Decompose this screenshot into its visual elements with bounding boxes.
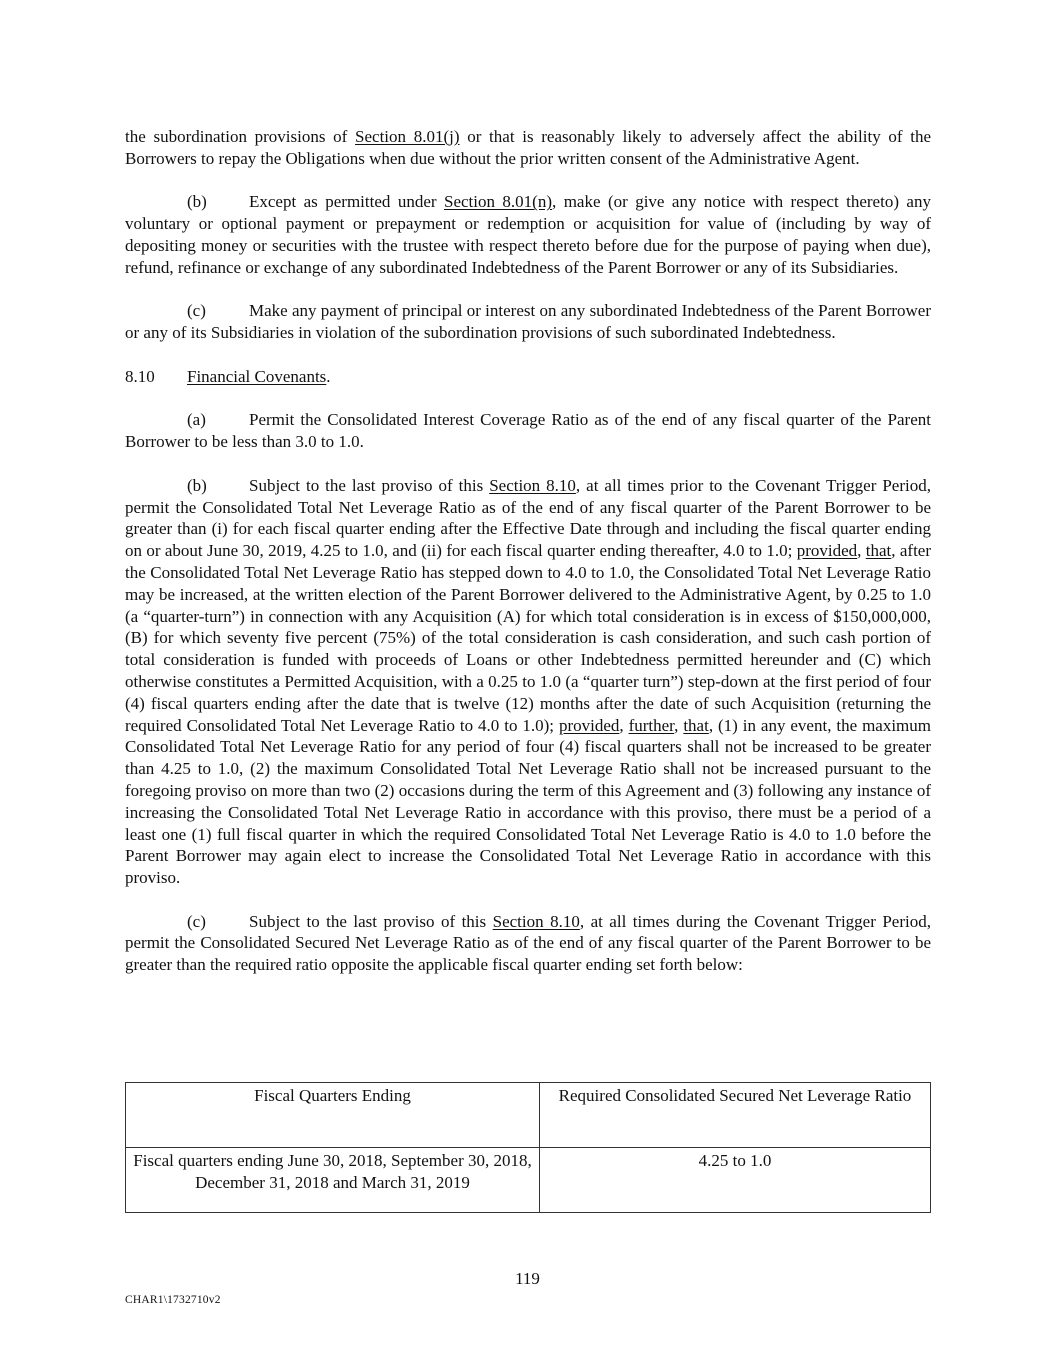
section-reference: Section 8.01(j)	[355, 127, 460, 146]
table-cell: 4.25 to 1.0	[540, 1148, 931, 1213]
section-reference: Section 8.10	[489, 475, 576, 495]
paragraph-continuation	[125, 126, 931, 170]
paragraph-c	[125, 300, 931, 344]
paragraph-b	[125, 191, 931, 278]
covenant-b	[125, 475, 931, 889]
text-segment: .	[326, 366, 331, 386]
clause-label: (c)	[187, 301, 206, 321]
section-heading	[125, 366, 931, 388]
emphasis-term: provided	[796, 541, 858, 561]
text-segment: Subject to the last proviso of this	[249, 475, 490, 495]
text-segment: Permit the Consolidated Interest Coverage Ratio as of the end of any fiscal quarter of the Parent Borrower to be less than 3.0 to 1.0.	[125, 410, 931, 452]
text-segment: ,	[857, 541, 866, 561]
clause-label: (b)	[187, 192, 207, 212]
text-segment: , at all times during the Covenant Trigger Period, permit the Consolidated Secured Net Leverage Ratio as of the end of any fiscal quarter of the Parent Borrower to be greater than the required ratio opposite the applicable fiscal quarter ending set forth below:	[125, 911, 931, 975]
text-segment: or that is reasonably likely to adversely affect the ability of the Borrowers to repay the Obligations when due without the prior written consent of the Administrative Agent.	[125, 127, 932, 168]
emphasis-term: that	[865, 541, 892, 561]
text-segment: ,	[674, 715, 684, 735]
section-reference: Section 8.10	[492, 911, 580, 931]
emphasis-term: further	[628, 715, 675, 735]
table-header-cell: Fiscal Quarters Ending	[126, 1083, 540, 1148]
emphasis-term: that	[683, 715, 709, 735]
text-segment: Except as permitted under	[249, 192, 444, 212]
emphasis-term: provided	[558, 715, 620, 735]
text-segment: , after the Consolidated Total Net Leverage Ratio has stepped down to 4.0 to 1.0, the Consolidated Total Net Leverage Ratio may be increased, at the written election of the Parent Borrower delivered to the Administrative Agent, by 0.25 to 1.0 (a “quarter-turn”) in connection with any Acquisition (A) for which total consideration is in excess of $150,000,000, (B) for which seventy five percent (75%) of the total consideration is cash consideration, and such cash portion of total consideration is funded with proceeds of Loans or other Indebtedness permitted hereunder and (C) which otherwise constitutes a Permitted Acquisition, with a 0.25 to 1.0 (a “quarter turn”) step-down at the first period of four (4) fiscal quarters ending after the date that is twelve (12) months after the date of such Acquisition (returning the required Consolidated Total Net Leverage Ratio to 4.0 to 1.0);	[125, 541, 932, 735]
clause-label: (a)	[187, 410, 206, 430]
clause-label: (c)	[187, 911, 206, 931]
clause-label: (b)	[187, 475, 207, 495]
section-reference: Section 8.01(n)	[443, 192, 552, 212]
table-header-cell: Required Consolidated Secured Net Leverage Ratio	[540, 1083, 931, 1148]
document-page	[125, 126, 931, 976]
leverage-ratio-table	[125, 1082, 931, 1213]
table-cell: Fiscal quarters ending June 30, 2018, September 30, 2018, December 31, 2018 and March 31, 2019	[126, 1148, 540, 1213]
table-header-row	[126, 1083, 931, 1148]
page-number: 119	[515, 1269, 540, 1288]
text-segment: , make (or give any notice with respect thereto) any voluntary or optional payment or prepayment or redemption or acquisition for value of (including by way of depositing money or securities with the trustee with respect thereto before due for the purpose of paying when due), refund, refinance or exchange of any subordinated Indebtedness of the Parent Borrower or any of its Subsidiaries.	[125, 192, 931, 277]
text-segment: the subordination provisions of	[125, 127, 356, 146]
section-title: Financial Covenants	[187, 366, 327, 386]
text-segment: , at all times prior to the Covenant Trigger Period, permit the Consolidated Total Net Leverage Ratio as of the end of any fiscal quarter of the Parent Borrower to be greater than (i) for each fiscal quarter ending after the Effective Date through and including the fiscal quarter ending on or about June 30, 2019, 4.25 to 1.0, and (ii) for each fiscal quarter ending thereafter, 4.0 to 1.0;	[125, 475, 931, 561]
document-id: CHAR1\1732710v2	[125, 1294, 221, 1306]
section-number: 8.10	[125, 366, 155, 386]
text-segment: Make any payment of principal or interest on any subordinated Indebtedness of the Parent Borrower or any of its Subsidiaries in violation of the subordination provisions of such subordinated Indebtedness.	[125, 301, 931, 343]
text-segment: Subject to the last proviso of this	[249, 911, 493, 931]
covenant-c	[125, 911, 931, 976]
covenant-a	[125, 409, 931, 453]
text-segment: , (1) in any event, the maximum Consolidated Total Net Leverage Ratio for any period of four (4) fiscal quarters shall not be increased to be greater than 4.25 to 1.0, (2) the maximum Consolidated Total Net Leverage Ratio shall not be increased pursuant to the foregoing proviso on more than two (2) occasions during the term of this Agreement and (3) following any instance of increasing the Consolidated Total Net Leverage Ratio in accordance with this proviso, there must be a period of a least one (1) full fiscal quarter in which the required Consolidated Total Net Leverage Ratio is 4.0 to 1.0 before the Parent Borrower may again elect to increase the Consolidated Total Net Leverage Ratio in accordance with this proviso.	[125, 715, 932, 888]
text-segment: ,	[619, 715, 629, 735]
table-row	[126, 1148, 931, 1213]
